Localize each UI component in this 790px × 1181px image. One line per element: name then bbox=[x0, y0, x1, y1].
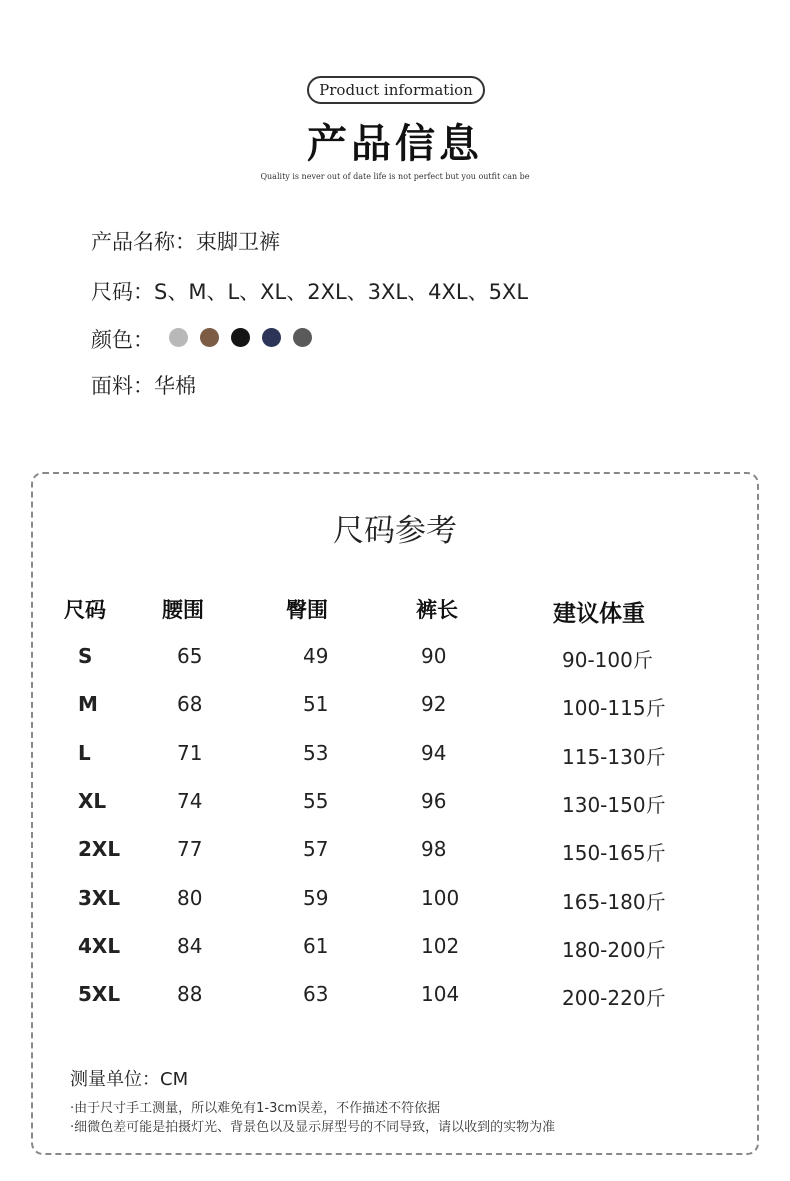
cell-size: 2XL bbox=[78, 837, 121, 862]
cell-size: 4XL bbox=[78, 933, 121, 958]
color-swatch bbox=[231, 328, 250, 347]
cell-size: 5XL bbox=[78, 982, 121, 1007]
color-swatch bbox=[293, 328, 312, 347]
note-measurement: ·由于尺寸手工测量，所以难免有1-3cm误差，不作描述不符依据 bbox=[70, 1101, 441, 1116]
cell-hip: 55 bbox=[303, 788, 329, 813]
cell-weight: 115-130斤 bbox=[562, 744, 666, 769]
cell-waist: 65 bbox=[177, 644, 203, 668]
product-information-badge: Product information bbox=[307, 76, 485, 104]
product-fabric: 面料：华棉 bbox=[91, 374, 196, 398]
measurement-unit: 测量单位：CM bbox=[70, 1069, 189, 1090]
product-name: 产品名称：束脚卫裤 bbox=[91, 230, 280, 254]
color-swatch bbox=[200, 328, 219, 347]
cell-length: 104 bbox=[421, 982, 460, 1007]
cell-hip: 59 bbox=[303, 885, 329, 910]
cell-waist: 68 bbox=[177, 692, 203, 717]
note-color: ·细微色差可能是拍摄灯光、背景色以及显示屏型号的不同导致，请以收到的实物为准 bbox=[70, 1120, 556, 1135]
cell-length: 102 bbox=[421, 933, 460, 958]
cell-weight: 130-150斤 bbox=[562, 792, 666, 817]
header-weight: 建议体重 bbox=[553, 601, 645, 627]
cell-length: 98 bbox=[421, 837, 447, 862]
cell-weight: 150-165斤 bbox=[562, 841, 666, 866]
cell-size: XL bbox=[78, 788, 107, 813]
cell-waist: 84 bbox=[177, 933, 203, 958]
cell-size: M bbox=[78, 692, 98, 717]
cell-waist: 71 bbox=[177, 740, 203, 765]
page-title: 产品信息 bbox=[307, 121, 483, 167]
cell-size: S bbox=[78, 644, 93, 668]
cell-length: 90 bbox=[421, 644, 447, 668]
cell-waist: 74 bbox=[177, 788, 203, 813]
product-sizes: 尺码：S、M、L、XL、2XL、3XL、4XL、5XL bbox=[91, 280, 529, 304]
cell-hip: 51 bbox=[303, 692, 329, 717]
cell-waist: 77 bbox=[177, 837, 203, 862]
header-hip: 臀围 bbox=[286, 598, 328, 622]
cell-hip: 61 bbox=[303, 933, 329, 958]
cell-hip: 57 bbox=[303, 837, 329, 862]
header-size: 尺码 bbox=[64, 598, 106, 622]
cell-weight: 180-200斤 bbox=[562, 937, 666, 962]
cell-weight: 200-220斤 bbox=[562, 986, 666, 1011]
cell-waist: 88 bbox=[177, 982, 203, 1007]
header-length: 裤长 bbox=[416, 598, 458, 622]
cell-weight: 100-115斤 bbox=[562, 696, 666, 721]
cell-hip: 49 bbox=[303, 644, 329, 668]
cell-hip: 63 bbox=[303, 982, 329, 1007]
product-color-label: 颜色： bbox=[91, 328, 154, 352]
header-waist: 腰围 bbox=[162, 598, 204, 622]
cell-size: L bbox=[78, 740, 91, 765]
slogan: Quality is never out of date life is not perfect but you outfit can be bbox=[260, 172, 530, 181]
cell-weight: 165-180斤 bbox=[562, 889, 666, 914]
cell-length: 100 bbox=[421, 885, 460, 910]
size-chart-title: 尺码参考 bbox=[333, 513, 457, 549]
cell-weight: 90-100斤 bbox=[562, 648, 653, 672]
color-swatches bbox=[169, 328, 312, 347]
cell-waist: 80 bbox=[177, 885, 203, 910]
cell-length: 92 bbox=[421, 692, 447, 717]
cell-size: 3XL bbox=[78, 885, 121, 910]
color-swatch bbox=[169, 328, 188, 347]
color-swatch bbox=[262, 328, 281, 347]
cell-length: 94 bbox=[421, 740, 447, 765]
cell-hip: 53 bbox=[303, 740, 329, 765]
cell-length: 96 bbox=[421, 788, 447, 813]
